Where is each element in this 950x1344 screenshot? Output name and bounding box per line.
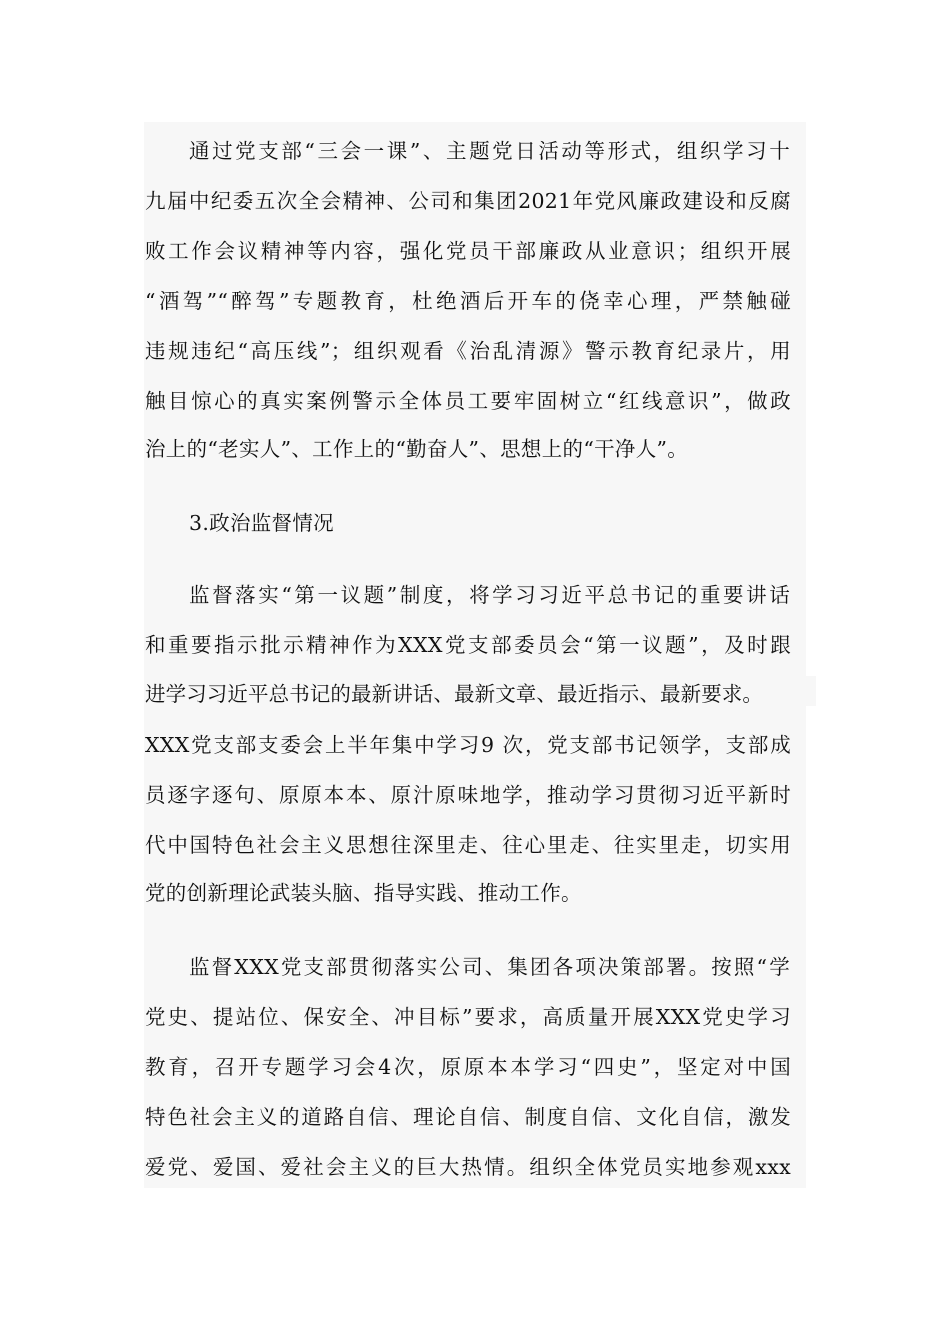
- paragraph-2-line-1: 监督落实“第一议题”制度，将学习习近平总书记的重要讲话: [189, 583, 790, 607]
- paragraph-1-line-5: 违规违纪“高压线”；组织观看《治乱清源》警示教育纪录片，用: [145, 339, 791, 363]
- paragraph-3-line-4: 特色社会主义的道路自信、理论自信、制度自信、文化自信，激发: [145, 1105, 791, 1129]
- line-overflow-background: [806, 676, 816, 706]
- paragraph-1-line-1: 通过党支部“三会一课”、主题党日活动等形式，组织学习十: [189, 139, 790, 163]
- paragraph-1-line-4: “酒驾”“醉驾”专题教育，杜绝酒后开车的侥幸心理，严禁触碰: [145, 289, 791, 313]
- paragraph-3-line-5: 爱党、爱国、爱社会主义的巨大热情。组织全体党员实地参观xxx: [145, 1155, 791, 1179]
- paragraph-2-line-4: XXX党支部支委会上半年集中学习9 次，党支部书记领学，支部成: [145, 733, 791, 757]
- paragraph-1-line-6: 触目惊心的真实案例警示全体员工要牢固树立“红线意识”，做政: [145, 389, 791, 413]
- paragraph-3-line-1: 监督XXX党支部贯彻落实公司、集团各项决策部署。按照“学: [189, 955, 790, 979]
- paragraph-2-line-7: 党的创新理论武装头脑、指导实践、推动工作。: [145, 881, 582, 905]
- paragraph-1-line-7: 治上的“老实人”、工作上的“勤奋人”、思想上的“干净人”。: [145, 437, 689, 461]
- paragraph-2-line-3: 进学习习近平总书记的最新讲话、最新文章、最近指示、最新要求。: [145, 682, 763, 706]
- section-heading: 3.政治监督情况: [189, 511, 334, 535]
- paragraph-2-line-2: 和重要指示批示精神作为XXX党支部委员会“第一议题”，及时跟: [145, 633, 791, 657]
- paragraph-1-line-3: 败工作会议精神等内容，强化党员干部廉政从业意识；组织开展: [145, 239, 791, 263]
- paragraph-2-line-5: 员逐字逐句、原原本本、原汁原味地学，推动学习贯彻习近平新时: [145, 783, 791, 807]
- paragraph-2-line-6: 代中国特色社会主义思想往深里走、往心里走、往实里走，切实用: [145, 833, 791, 857]
- paragraph-3-line-2: 党史、提站位、保安全、冲目标”要求，高质量开展XXX党史学习: [145, 1005, 791, 1029]
- paragraph-1-line-2: 九届中纪委五次全会精神、公司和集团2021年党风廉政建设和反腐: [145, 189, 791, 213]
- paragraph-3-line-3: 教育，召开专题学习会4次，原原本本学习“四史”，坚定对中国: [145, 1055, 791, 1079]
